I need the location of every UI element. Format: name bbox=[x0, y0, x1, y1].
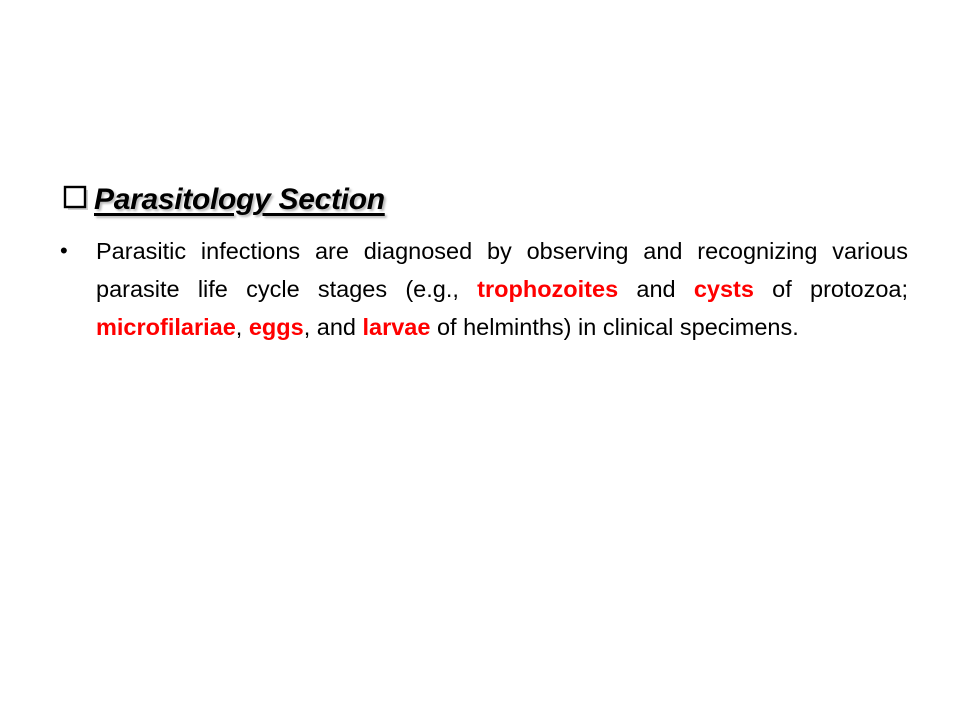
highlight-term-eggs: eggs bbox=[248, 314, 304, 340]
bullet-text bbox=[96, 232, 908, 346]
text-segment: , and bbox=[303, 314, 363, 340]
text-segment: of protozoa; bbox=[753, 276, 909, 302]
highlight-term-microfilariae: microfilariae bbox=[96, 314, 236, 340]
highlight-term-cysts: cysts bbox=[693, 276, 754, 302]
text-segment: of helminths) in clinical specimens. bbox=[430, 314, 799, 340]
highlight-term-larvae: larvae bbox=[362, 314, 431, 340]
text-segment: Parasitic infections are diagnosed by observing and recognizing various parasite life cycle stages (e.g., bbox=[96, 238, 908, 302]
section-heading bbox=[62, 178, 385, 222]
highlight-term-trophozoites: trophozoites bbox=[477, 276, 619, 302]
bullet-dot-icon: • bbox=[60, 238, 68, 263]
checkbox-icon bbox=[62, 185, 92, 215]
text-segment: , bbox=[235, 314, 249, 340]
text-segment: and bbox=[618, 276, 694, 302]
bullet-list-item bbox=[58, 232, 908, 346]
section-title: Parasitology Section bbox=[94, 183, 385, 216]
